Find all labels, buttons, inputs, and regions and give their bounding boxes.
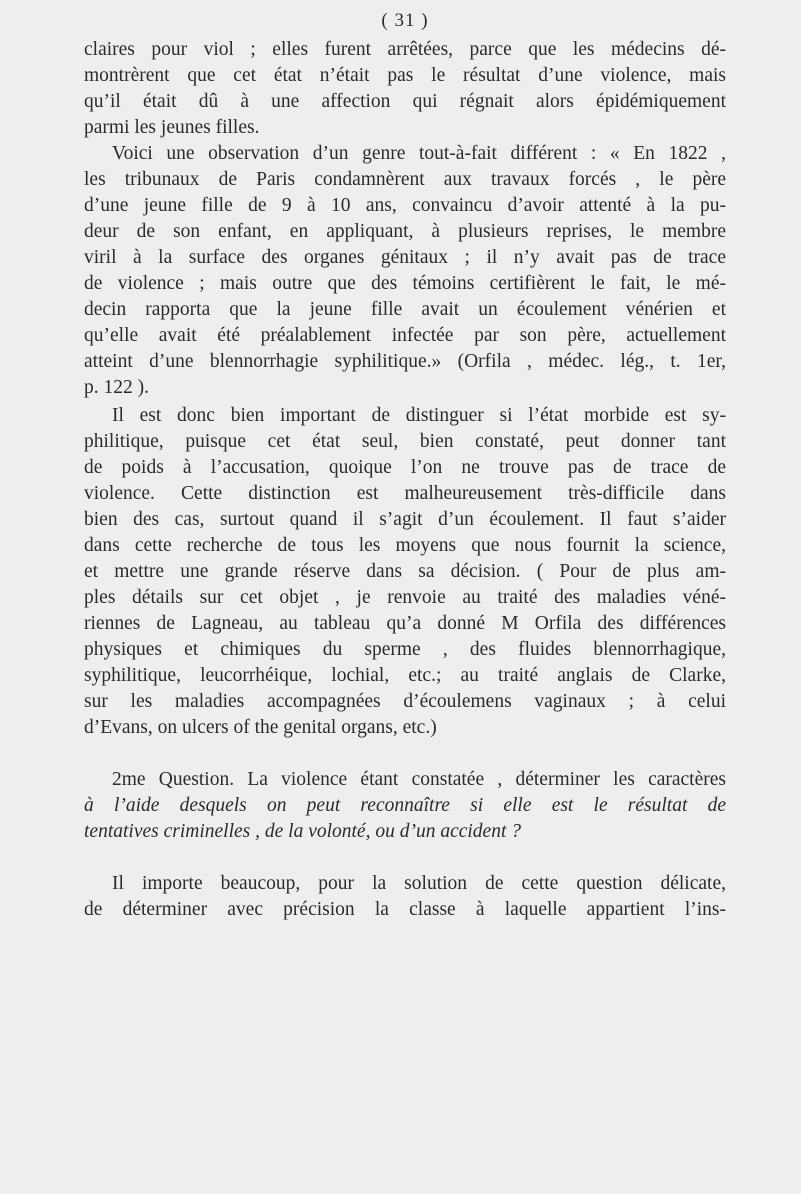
text-line: les tribunaux de Paris condamnèrent aux travaux forcés , le père <box>84 169 726 190</box>
text-line: bien des cas, surtout quand il s’agit d’un écoulement. Il faut s’aider <box>84 509 726 530</box>
question-text: à l’aide desquels on peut reconnaître si elle est le résultat de <box>84 795 726 816</box>
text-line: philitique, puisque cet état seul, bien constaté, peut donner tant <box>84 431 726 452</box>
question-text: tentatives criminelles , de la volonté, ou d’un accident ? <box>84 821 522 842</box>
text-line: physiques et chimiques du sperme , des fluides blennorrhagique, <box>84 639 726 660</box>
text-line: syphilitique, leucorrhéique, lochial, etc.; au traité anglais de Clarke, <box>84 665 726 686</box>
text-line: decin rapporta que la jeune fille avait un écoulement vénérien et <box>84 299 726 320</box>
text-line: de déterminer avec précision la classe à laquelle appartient l’ins- <box>84 899 726 920</box>
citation-line: atteint d’une blennorrhagie syphilitique.» (Orfila , médec. lég., t. 1er, <box>84 351 726 372</box>
text-line: d’Evans, on ulcers of the genital organs, etc.) <box>84 717 437 738</box>
text-line: et mettre une grande réserve dans sa décision. ( Pour de plus am- <box>84 561 726 582</box>
text-line: p. 122 ). <box>84 377 149 398</box>
text-line: claires pour viol ; elles furent arrêtées, parce que les médecins dé- <box>84 39 726 60</box>
text-line: de poids à l’accusation, quoique l’on ne trouve pas de trace de <box>84 457 726 478</box>
question-heading: 2me Question. La violence étant constatée , déterminer les caractères <box>112 769 726 790</box>
text-line: riennes de Lagneau, au tableau qu’a donné M Orfila des différences <box>84 613 726 634</box>
text-line: ples détails sur cet objet , je renvoie au traité des maladies véné- <box>84 587 726 608</box>
text-line: qu’elle avait été préalablement infectée par son père, actuellement <box>84 325 726 346</box>
text-line: parmi les jeunes filles. <box>84 117 260 138</box>
text-line: deur de son enfant, en appliquant, à plusieurs reprises, le membre <box>84 221 726 242</box>
page-number: ( 31 ) <box>381 10 429 31</box>
text-line: Il est donc bien important de distinguer si l’état morbide est sy- <box>112 405 726 426</box>
text-line: Il importe beaucoup, pour la solution de cette question délicate, <box>112 873 726 894</box>
text-line: dans cette recherche de tous les moyens que nous fournit la science, <box>84 535 726 556</box>
text-line: de violence ; mais outre que des témoins certifièrent le fait, le mé- <box>84 273 726 294</box>
text-line: viril à la surface des organes génitaux ; il n’y avait pas de trace <box>84 247 726 268</box>
text-line: violence. Cette distinction est malheureusement très-difficile dans <box>84 483 726 504</box>
text-line: d’une jeune fille de 9 à 10 ans, convaincu d’avoir attenté à la pu- <box>84 195 726 216</box>
text-line: qu’il était dû à une affection qui régnait alors épidémiquement <box>84 91 726 112</box>
text-line: sur les maladies accompagnées d’écoulemens vaginaux ; à celui <box>84 691 726 712</box>
text-line: montrèrent que cet état n’était pas le résultat d’une violence, mais <box>84 65 726 86</box>
text-line: Voici une observation d’un genre tout-à-fait différent : « En 1822 , <box>112 143 726 164</box>
